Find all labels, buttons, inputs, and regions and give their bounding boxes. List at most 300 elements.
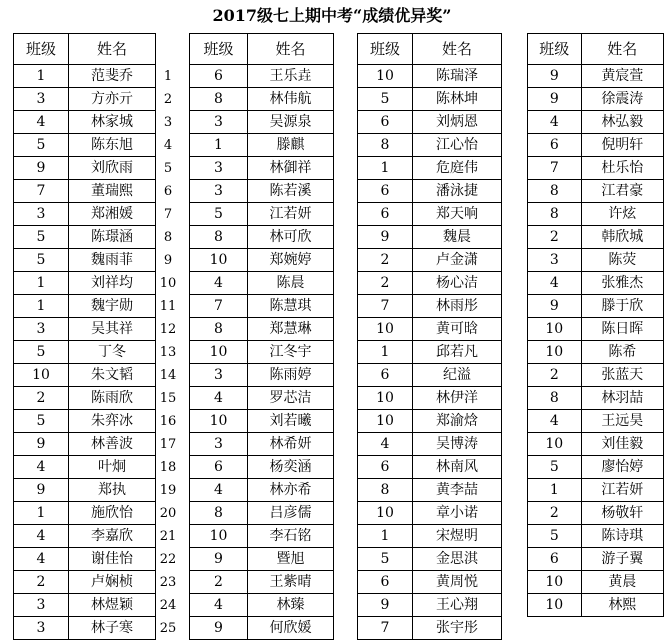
name-header: 姓名	[69, 34, 156, 65]
class-cell: 8	[190, 502, 248, 525]
table-row	[358, 456, 502, 479]
table-row	[14, 111, 156, 134]
class-cell: 10	[528, 594, 582, 617]
name-cell: 林煜颖	[69, 594, 156, 617]
class-cell: 5	[14, 341, 69, 364]
name-cell: 金思淇	[413, 548, 502, 571]
class-cell: 7	[190, 295, 248, 318]
sequence-number: 5	[163, 160, 173, 176]
name-cell: 朱文韬	[69, 364, 156, 387]
class-cell: 9	[190, 548, 248, 571]
table-row	[190, 387, 334, 410]
table-row	[14, 387, 156, 410]
sequence-number: 15	[159, 390, 177, 406]
table-header-row	[358, 34, 502, 65]
table-row	[358, 548, 502, 571]
table-row	[190, 134, 334, 157]
name-cell: 郑天响	[413, 203, 502, 226]
table-row	[358, 410, 502, 433]
class-cell: 5	[14, 226, 69, 249]
class-cell: 3	[190, 111, 248, 134]
class-cell: 10	[358, 65, 413, 88]
name-cell: 林善波	[69, 433, 156, 456]
class-cell: 4	[14, 525, 69, 548]
name-cell: 吴其祥	[69, 318, 156, 341]
class-cell: 6	[190, 65, 248, 88]
class-cell: 7	[14, 180, 69, 203]
sequence-number: 7	[163, 206, 173, 222]
class-cell: 5	[14, 134, 69, 157]
honor-table-3	[357, 33, 502, 640]
class-cell: 2	[528, 502, 582, 525]
class-cell: 9	[14, 157, 69, 180]
table-row	[528, 226, 664, 249]
table-row	[190, 548, 334, 571]
table-row	[14, 456, 156, 479]
table-row	[14, 479, 156, 502]
class-cell: 8	[528, 387, 582, 410]
class-cell: 3	[14, 318, 69, 341]
class-cell: 8	[190, 226, 248, 249]
class-cell: 9	[528, 295, 582, 318]
honor-table-1	[13, 33, 156, 640]
table-row	[190, 571, 334, 594]
table-row	[358, 387, 502, 410]
sequence-number: 14	[159, 367, 177, 383]
name-cell: 宋煜明	[413, 525, 502, 548]
class-cell: 9	[528, 88, 582, 111]
name-cell: 何欣媛	[248, 617, 334, 640]
table-row	[14, 318, 156, 341]
class-cell: 1	[358, 341, 413, 364]
sequence-number: 19	[159, 482, 177, 498]
name-cell: 王乐垚	[248, 65, 334, 88]
name-cell: 章小诺	[413, 502, 502, 525]
name-cell: 林可欣	[248, 226, 334, 249]
table-row	[190, 157, 334, 180]
honor-table-4	[527, 33, 664, 617]
class-cell: 3	[190, 433, 248, 456]
table-row	[528, 479, 664, 502]
class-cell: 1	[14, 272, 69, 295]
class-cell: 4	[528, 410, 582, 433]
class-cell: 5	[358, 88, 413, 111]
sequence-number: 22	[159, 551, 177, 567]
table-row	[190, 341, 334, 364]
class-cell: 10	[528, 571, 582, 594]
sequence-number: 3	[163, 114, 173, 130]
table-row	[358, 111, 502, 134]
table-row	[14, 272, 156, 295]
name-header: 姓名	[581, 34, 663, 65]
class-cell: 3	[14, 594, 69, 617]
name-cell: 陈东旭	[69, 134, 156, 157]
name-cell: 杜乐怡	[581, 157, 663, 180]
name-cell: 郑婉婷	[248, 249, 334, 272]
table-row	[358, 65, 502, 88]
table-header-row	[14, 34, 156, 65]
class-cell: 4	[190, 594, 248, 617]
class-cell: 6	[528, 134, 582, 157]
name-cell: 刘欣雨	[69, 157, 156, 180]
table-row	[190, 88, 334, 111]
name-cell: 江冬宇	[248, 341, 334, 364]
name-cell: 陈璟涵	[69, 226, 156, 249]
table-row	[14, 525, 156, 548]
table-row	[358, 295, 502, 318]
name-cell: 黄晨	[581, 571, 663, 594]
class-cell: 8	[528, 180, 582, 203]
class-cell: 10	[190, 410, 248, 433]
name-cell: 林臻	[248, 594, 334, 617]
table-row	[190, 249, 334, 272]
table-row	[528, 180, 664, 203]
table-row	[190, 111, 334, 134]
table-row	[358, 433, 502, 456]
name-cell: 危庭伟	[413, 157, 502, 180]
name-cell: 杨奕涵	[248, 456, 334, 479]
name-cell: 陈雨欣	[69, 387, 156, 410]
name-cell: 滕于欣	[581, 295, 663, 318]
class-cell: 3	[14, 203, 69, 226]
class-cell: 6	[358, 571, 413, 594]
class-cell: 9	[528, 65, 582, 88]
sequence-number: 1	[163, 68, 173, 84]
class-cell: 10	[528, 318, 582, 341]
sequence-number: 16	[159, 413, 177, 429]
name-cell: 林御祥	[248, 157, 334, 180]
name-cell: 郑慧琳	[248, 318, 334, 341]
name-cell: 刘祥均	[69, 272, 156, 295]
name-cell: 林雨彤	[413, 295, 502, 318]
class-cell: 4	[14, 111, 69, 134]
class-cell: 1	[358, 157, 413, 180]
sequence-number: 13	[159, 344, 177, 360]
table-row	[528, 111, 664, 134]
table-row	[528, 571, 664, 594]
class-cell: 3	[14, 88, 69, 111]
table-row	[358, 88, 502, 111]
name-cell: 江若妍	[581, 479, 663, 502]
table-row	[528, 88, 664, 111]
class-cell: 1	[358, 525, 413, 548]
name-cell: 林熙	[581, 594, 663, 617]
class-cell: 10	[358, 410, 413, 433]
class-cell: 8	[358, 479, 413, 502]
name-cell: 吴源泉	[248, 111, 334, 134]
class-cell: 2	[528, 226, 582, 249]
table-row	[14, 180, 156, 203]
class-cell: 2	[528, 364, 582, 387]
table-row	[14, 364, 156, 387]
name-cell: 刘炳恩	[413, 111, 502, 134]
name-cell: 卢娴桢	[69, 571, 156, 594]
class-cell: 10	[358, 502, 413, 525]
class-cell: 8	[358, 134, 413, 157]
table-row	[528, 157, 664, 180]
page-title: 2017级七上期中考“成绩优异奖”	[212, 6, 452, 25]
table-row	[528, 295, 664, 318]
class-cell: 5	[528, 525, 582, 548]
sequence-number: 21	[159, 528, 177, 544]
class-cell: 5	[528, 456, 582, 479]
class-cell: 6	[358, 456, 413, 479]
class-cell: 5	[14, 410, 69, 433]
table-row	[358, 180, 502, 203]
table-row	[190, 65, 334, 88]
class-header: 班级	[528, 34, 582, 65]
name-cell: 张宇彤	[413, 617, 502, 640]
table-row	[190, 456, 334, 479]
sequence-number: 11	[159, 298, 177, 314]
name-cell: 陈慧琪	[248, 295, 334, 318]
class-cell: 6	[528, 548, 582, 571]
table-row	[14, 203, 156, 226]
name-cell: 潘泳捷	[413, 180, 502, 203]
class-cell: 3	[190, 157, 248, 180]
name-cell: 施欣怡	[69, 502, 156, 525]
table-row	[190, 180, 334, 203]
class-cell: 7	[528, 157, 582, 180]
table-row	[358, 594, 502, 617]
class-cell: 8	[528, 203, 582, 226]
class-cell: 2	[14, 387, 69, 410]
class-cell: 10	[190, 525, 248, 548]
name-cell: 江心怡	[413, 134, 502, 157]
name-cell: 朱弈冰	[69, 410, 156, 433]
class-cell: 6	[190, 456, 248, 479]
name-cell: 陈若溪	[248, 180, 334, 203]
table-row	[358, 502, 502, 525]
table-row	[14, 226, 156, 249]
name-cell: 林子寒	[69, 617, 156, 640]
name-cell: 林南风	[413, 456, 502, 479]
class-cell: 1	[14, 295, 69, 318]
name-cell: 吕彦儒	[248, 502, 334, 525]
name-cell: 邱若凡	[413, 341, 502, 364]
class-cell: 6	[358, 203, 413, 226]
table-row	[358, 157, 502, 180]
class-cell: 4	[190, 387, 248, 410]
sequence-number: 25	[159, 620, 177, 636]
class-cell: 4	[190, 272, 248, 295]
table-row	[358, 364, 502, 387]
table-header-row	[190, 34, 334, 65]
class-cell: 1	[190, 134, 248, 157]
name-cell: 滕麒	[248, 134, 334, 157]
table-row	[190, 502, 334, 525]
name-cell: 张蓝天	[581, 364, 663, 387]
class-header: 班级	[358, 34, 413, 65]
table-row	[358, 479, 502, 502]
name-cell: 徐震涛	[581, 88, 663, 111]
table-row	[358, 571, 502, 594]
name-cell: 刘若曦	[248, 410, 334, 433]
table-row	[528, 410, 664, 433]
class-cell: 6	[358, 364, 413, 387]
class-cell: 3	[190, 180, 248, 203]
name-cell: 陈日晖	[581, 318, 663, 341]
table-row	[14, 617, 156, 640]
class-cell: 7	[358, 295, 413, 318]
table-row	[14, 341, 156, 364]
table-row	[190, 594, 334, 617]
name-cell: 罗芯洁	[248, 387, 334, 410]
name-cell: 魏雨菲	[69, 249, 156, 272]
table-row	[14, 594, 156, 617]
sequence-number: 10	[159, 275, 177, 291]
table-row	[14, 88, 156, 111]
table-row	[14, 410, 156, 433]
class-cell: 10	[14, 364, 69, 387]
sequence-number: 4	[163, 137, 173, 153]
table-row	[528, 134, 664, 157]
name-cell: 黄周悦	[413, 571, 502, 594]
name-cell: 林伊洋	[413, 387, 502, 410]
table-row	[190, 525, 334, 548]
class-cell: 9	[14, 479, 69, 502]
class-cell: 4	[14, 456, 69, 479]
table-row	[528, 525, 664, 548]
table-row	[358, 341, 502, 364]
class-cell: 9	[358, 226, 413, 249]
name-cell: 李嘉欣	[69, 525, 156, 548]
name-cell: 陈诗琪	[581, 525, 663, 548]
name-cell: 卢金潇	[413, 249, 502, 272]
table-row	[528, 387, 664, 410]
table-row	[358, 525, 502, 548]
class-cell: 3	[528, 249, 582, 272]
name-cell: 林弘毅	[581, 111, 663, 134]
table-row	[190, 364, 334, 387]
sequence-number: 23	[159, 574, 177, 590]
name-cell: 王远昊	[581, 410, 663, 433]
name-cell: 陈雨婷	[248, 364, 334, 387]
name-cell: 林伟航	[248, 88, 334, 111]
class-cell: 9	[358, 594, 413, 617]
table-row	[14, 433, 156, 456]
name-cell: 黄宸萱	[581, 65, 663, 88]
name-cell: 丁冬	[69, 341, 156, 364]
table-row	[14, 65, 156, 88]
table-row	[358, 272, 502, 295]
name-cell: 李石铭	[248, 525, 334, 548]
class-cell: 2	[358, 249, 413, 272]
name-cell: 杨敬轩	[581, 502, 663, 525]
name-cell: 林家城	[69, 111, 156, 134]
name-cell: 魏宇勋	[69, 295, 156, 318]
honor-table-2	[189, 33, 334, 640]
table-row	[528, 502, 664, 525]
name-header: 姓名	[248, 34, 334, 65]
table-row	[14, 134, 156, 157]
class-cell: 2	[14, 571, 69, 594]
table-row	[528, 341, 664, 364]
name-cell: 王紫晴	[248, 571, 334, 594]
table-row	[358, 249, 502, 272]
table-row	[528, 364, 664, 387]
table-row	[358, 318, 502, 341]
name-cell: 郑湘媛	[69, 203, 156, 226]
name-cell: 韩欣城	[581, 226, 663, 249]
table-row	[190, 295, 334, 318]
name-cell: 陈瑞泽	[413, 65, 502, 88]
table-row	[190, 433, 334, 456]
name-cell: 林希妍	[248, 433, 334, 456]
name-cell: 江若妍	[248, 203, 334, 226]
name-header: 姓名	[413, 34, 502, 65]
table-row	[528, 456, 664, 479]
table-row	[358, 203, 502, 226]
name-cell: 吴博涛	[413, 433, 502, 456]
class-cell: 4	[190, 479, 248, 502]
sequence-number: 6	[163, 183, 173, 199]
name-cell: 江君豪	[581, 180, 663, 203]
class-cell: 1	[528, 479, 582, 502]
name-cell: 暨旭	[248, 548, 334, 571]
table-row	[190, 272, 334, 295]
class-cell: 5	[14, 249, 69, 272]
table-row	[528, 433, 664, 456]
name-cell: 谢佳怡	[69, 548, 156, 571]
class-cell: 1	[14, 65, 69, 88]
table-row	[14, 295, 156, 318]
name-cell: 魏晨	[413, 226, 502, 249]
name-cell: 张雅杰	[581, 272, 663, 295]
name-cell: 王心翔	[413, 594, 502, 617]
table-row	[358, 226, 502, 249]
table-row	[528, 203, 664, 226]
class-cell: 6	[358, 180, 413, 203]
name-cell: 纪溢	[413, 364, 502, 387]
table-row	[190, 318, 334, 341]
class-cell: 9	[190, 617, 248, 640]
class-cell: 10	[528, 341, 582, 364]
sequence-number: 17	[159, 436, 177, 452]
class-header: 班级	[190, 34, 248, 65]
class-cell: 10	[358, 318, 413, 341]
class-cell: 2	[358, 272, 413, 295]
sequence-number: 9	[163, 252, 173, 268]
table-row	[190, 410, 334, 433]
table-row	[190, 479, 334, 502]
table-header-row	[528, 34, 664, 65]
name-cell: 方亦亓	[69, 88, 156, 111]
class-header: 班级	[14, 34, 69, 65]
table-row	[528, 272, 664, 295]
name-cell: 陈希	[581, 341, 663, 364]
sequence-number: 8	[163, 229, 173, 245]
sequence-number: 18	[159, 459, 177, 475]
class-cell: 6	[358, 111, 413, 134]
name-cell: 郑渝焓	[413, 410, 502, 433]
table-row	[190, 226, 334, 249]
class-cell: 10	[190, 249, 248, 272]
name-cell: 陈林坤	[413, 88, 502, 111]
name-cell: 范斐乔	[69, 65, 156, 88]
name-cell: 杨心洁	[413, 272, 502, 295]
table-row	[14, 157, 156, 180]
table-row	[190, 203, 334, 226]
class-cell: 5	[358, 548, 413, 571]
name-cell: 游子翼	[581, 548, 663, 571]
class-cell: 4	[14, 548, 69, 571]
table-row	[528, 249, 664, 272]
name-cell: 黄可晗	[413, 318, 502, 341]
table-row	[14, 249, 156, 272]
name-cell: 廖怡婷	[581, 456, 663, 479]
class-cell: 3	[190, 364, 248, 387]
